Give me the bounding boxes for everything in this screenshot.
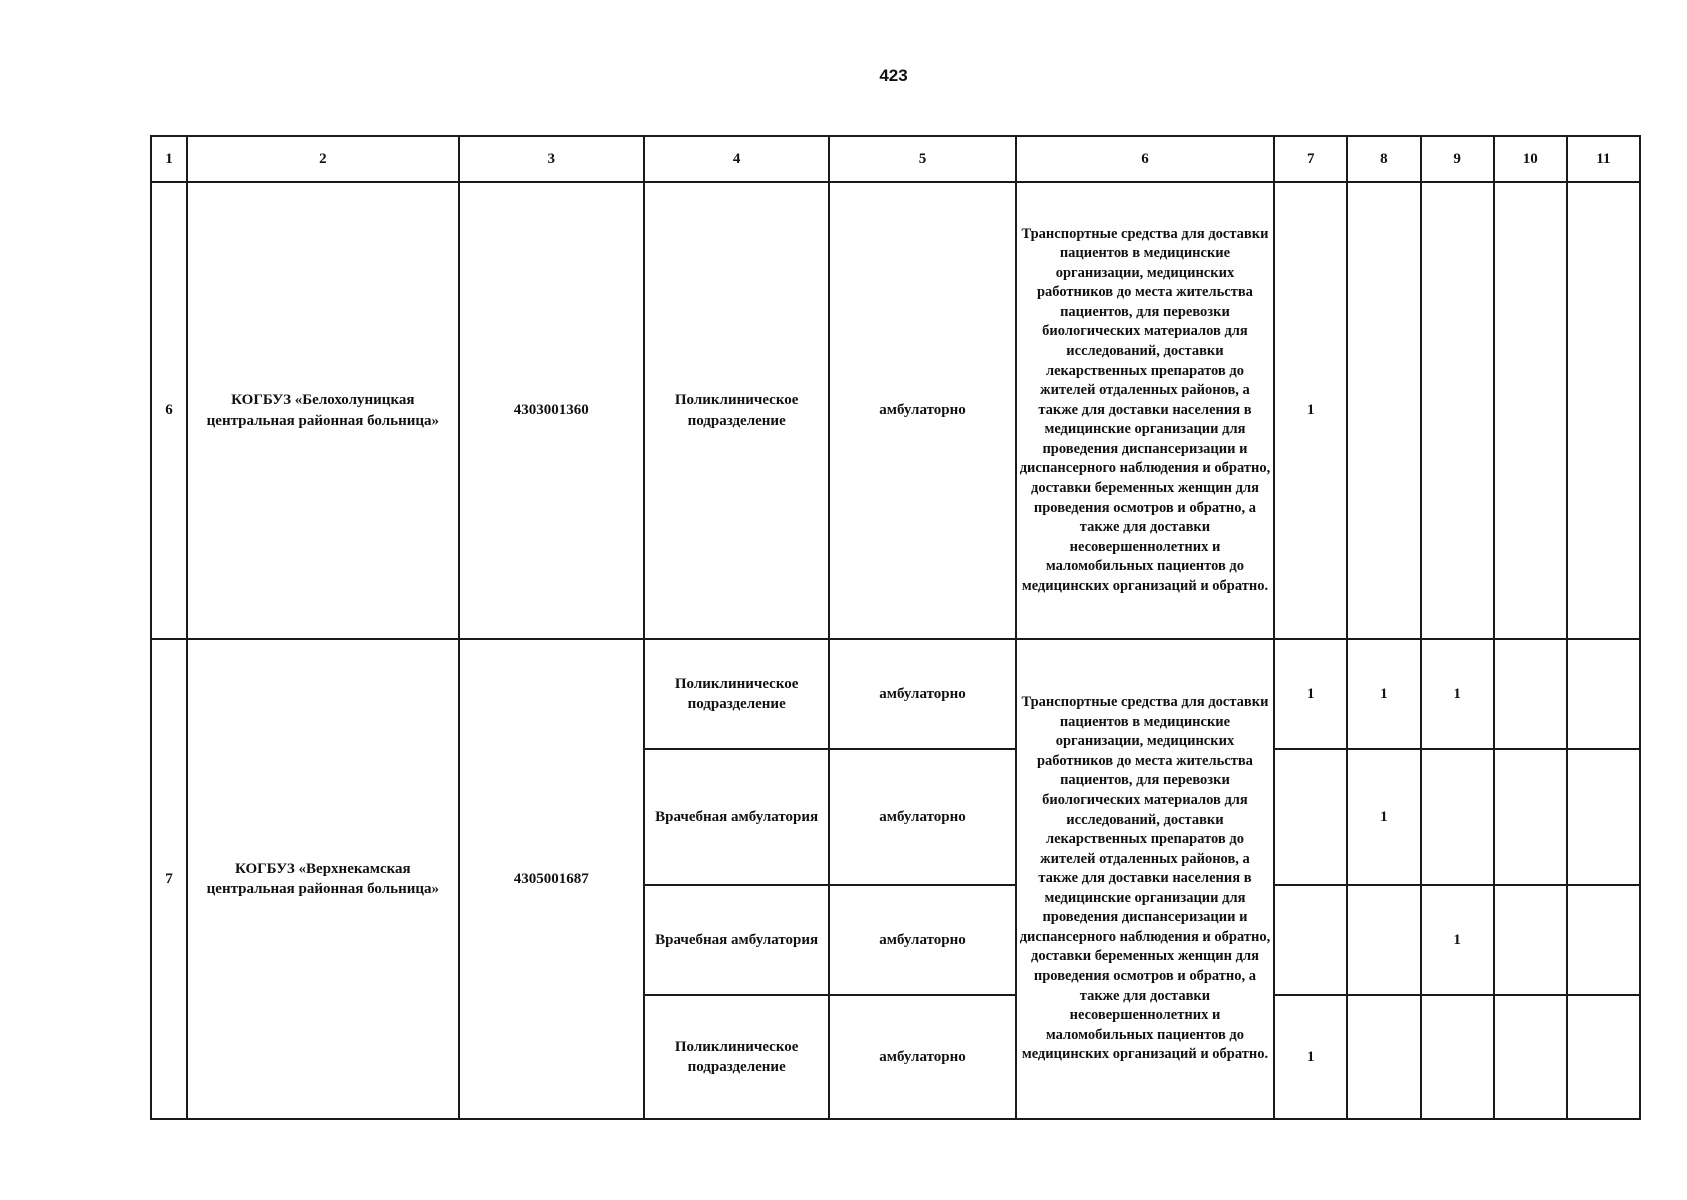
count-col-7: 1: [1274, 995, 1347, 1119]
header-cell-11: 11: [1567, 136, 1640, 182]
subdivision-type: Поликлиническое подразделение: [644, 995, 829, 1119]
count-col-7: [1274, 885, 1347, 995]
count-col-8: [1347, 182, 1420, 639]
header-cell-6: 6: [1016, 136, 1275, 182]
count-col-7: [1274, 749, 1347, 885]
count-col-11: [1567, 885, 1640, 995]
count-col-10: [1494, 749, 1567, 885]
count-col-11: [1567, 749, 1640, 885]
transport-description: Транспортные средства для доставки пациентов в медицинские организации, медицинских работников до места жительства пациентов, для перевозки биологических материалов для исследований, доставки лекарственных препаратов до жителей отдаленных районов, а также для доставки населения в медицинские организации для проведения диспансеризации и диспансерного наблюдения и обратно, доставки беременных женщин для проведения осмотров и обратно, а также для доставки несовершеннолетних и маломобильных пациентов до медицинских организаций и обратно.: [1016, 182, 1275, 639]
count-col-8: 1: [1347, 639, 1420, 749]
count-col-11: [1567, 182, 1640, 639]
count-col-7: 1: [1274, 182, 1347, 639]
inn-code: 4305001687: [459, 639, 644, 1119]
care-mode: амбулаторно: [829, 749, 1015, 885]
count-col-10: [1494, 639, 1567, 749]
header-row: [151, 136, 1640, 182]
table-row-6: [151, 182, 1640, 639]
organization-name: КОГБУЗ «Верхнекамская центральная районная больница»: [187, 639, 459, 1119]
subdivision-type: Поликлиническое подразделение: [644, 639, 829, 749]
transport-description: Транспортные средства для доставки пациентов в медицинские организации, медицинских работников до места жительства пациентов, для перевозки биологических материалов для исследований, доставки лекарственных препаратов до жителей отдаленных районов, а также для доставки населения в медицинские организации для проведения диспансеризации и диспансерного наблюдения и обратно, доставки беременных женщин для проведения осмотров и обратно, а также для доставки несовершеннолетних и маломобильных пациентов до медицинских организаций и обратно.: [1016, 639, 1275, 1119]
count-col-11: [1567, 639, 1640, 749]
header-cell-1: 1: [151, 136, 187, 182]
care-mode: амбулаторно: [829, 885, 1015, 995]
count-col-9: [1421, 182, 1494, 639]
subdivision-type: Врачебная амбулатория: [644, 885, 829, 995]
count-col-8: 1: [1347, 749, 1420, 885]
medical-transport-table: [150, 135, 1641, 1120]
count-col-10: [1494, 995, 1567, 1119]
header-cell-2: 2: [187, 136, 459, 182]
subdivision-type: Врачебная амбулатория: [644, 749, 829, 885]
count-col-8: [1347, 995, 1420, 1119]
count-col-9: 1: [1421, 639, 1494, 749]
count-col-11: [1567, 995, 1640, 1119]
header-cell-10: 10: [1494, 136, 1567, 182]
count-col-10: [1494, 182, 1567, 639]
subdivision-type: Поликлиническое подразделение: [644, 182, 829, 639]
organization-name: КОГБУЗ «Белохолуницкая центральная районная больница»: [187, 182, 459, 639]
table-row-7-sub-1: [151, 639, 1640, 749]
count-col-9: [1421, 749, 1494, 885]
count-col-9: 1: [1421, 885, 1494, 995]
care-mode: амбулаторно: [829, 182, 1015, 639]
care-mode: амбулаторно: [829, 995, 1015, 1119]
page-number: 423: [879, 66, 908, 85]
header-cell-9: 9: [1421, 136, 1494, 182]
inn-code: 4303001360: [459, 182, 644, 639]
header-cell-7: 7: [1274, 136, 1347, 182]
count-col-8: [1347, 885, 1420, 995]
count-col-10: [1494, 885, 1567, 995]
header-cell-4: 4: [644, 136, 829, 182]
count-col-7: 1: [1274, 639, 1347, 749]
row-number: 6: [151, 182, 187, 639]
header-cell-3: 3: [459, 136, 644, 182]
header-cell-5: 5: [829, 136, 1015, 182]
care-mode: амбулаторно: [829, 639, 1015, 749]
count-col-9: [1421, 995, 1494, 1119]
header-cell-8: 8: [1347, 136, 1420, 182]
row-number: 7: [151, 639, 187, 1119]
